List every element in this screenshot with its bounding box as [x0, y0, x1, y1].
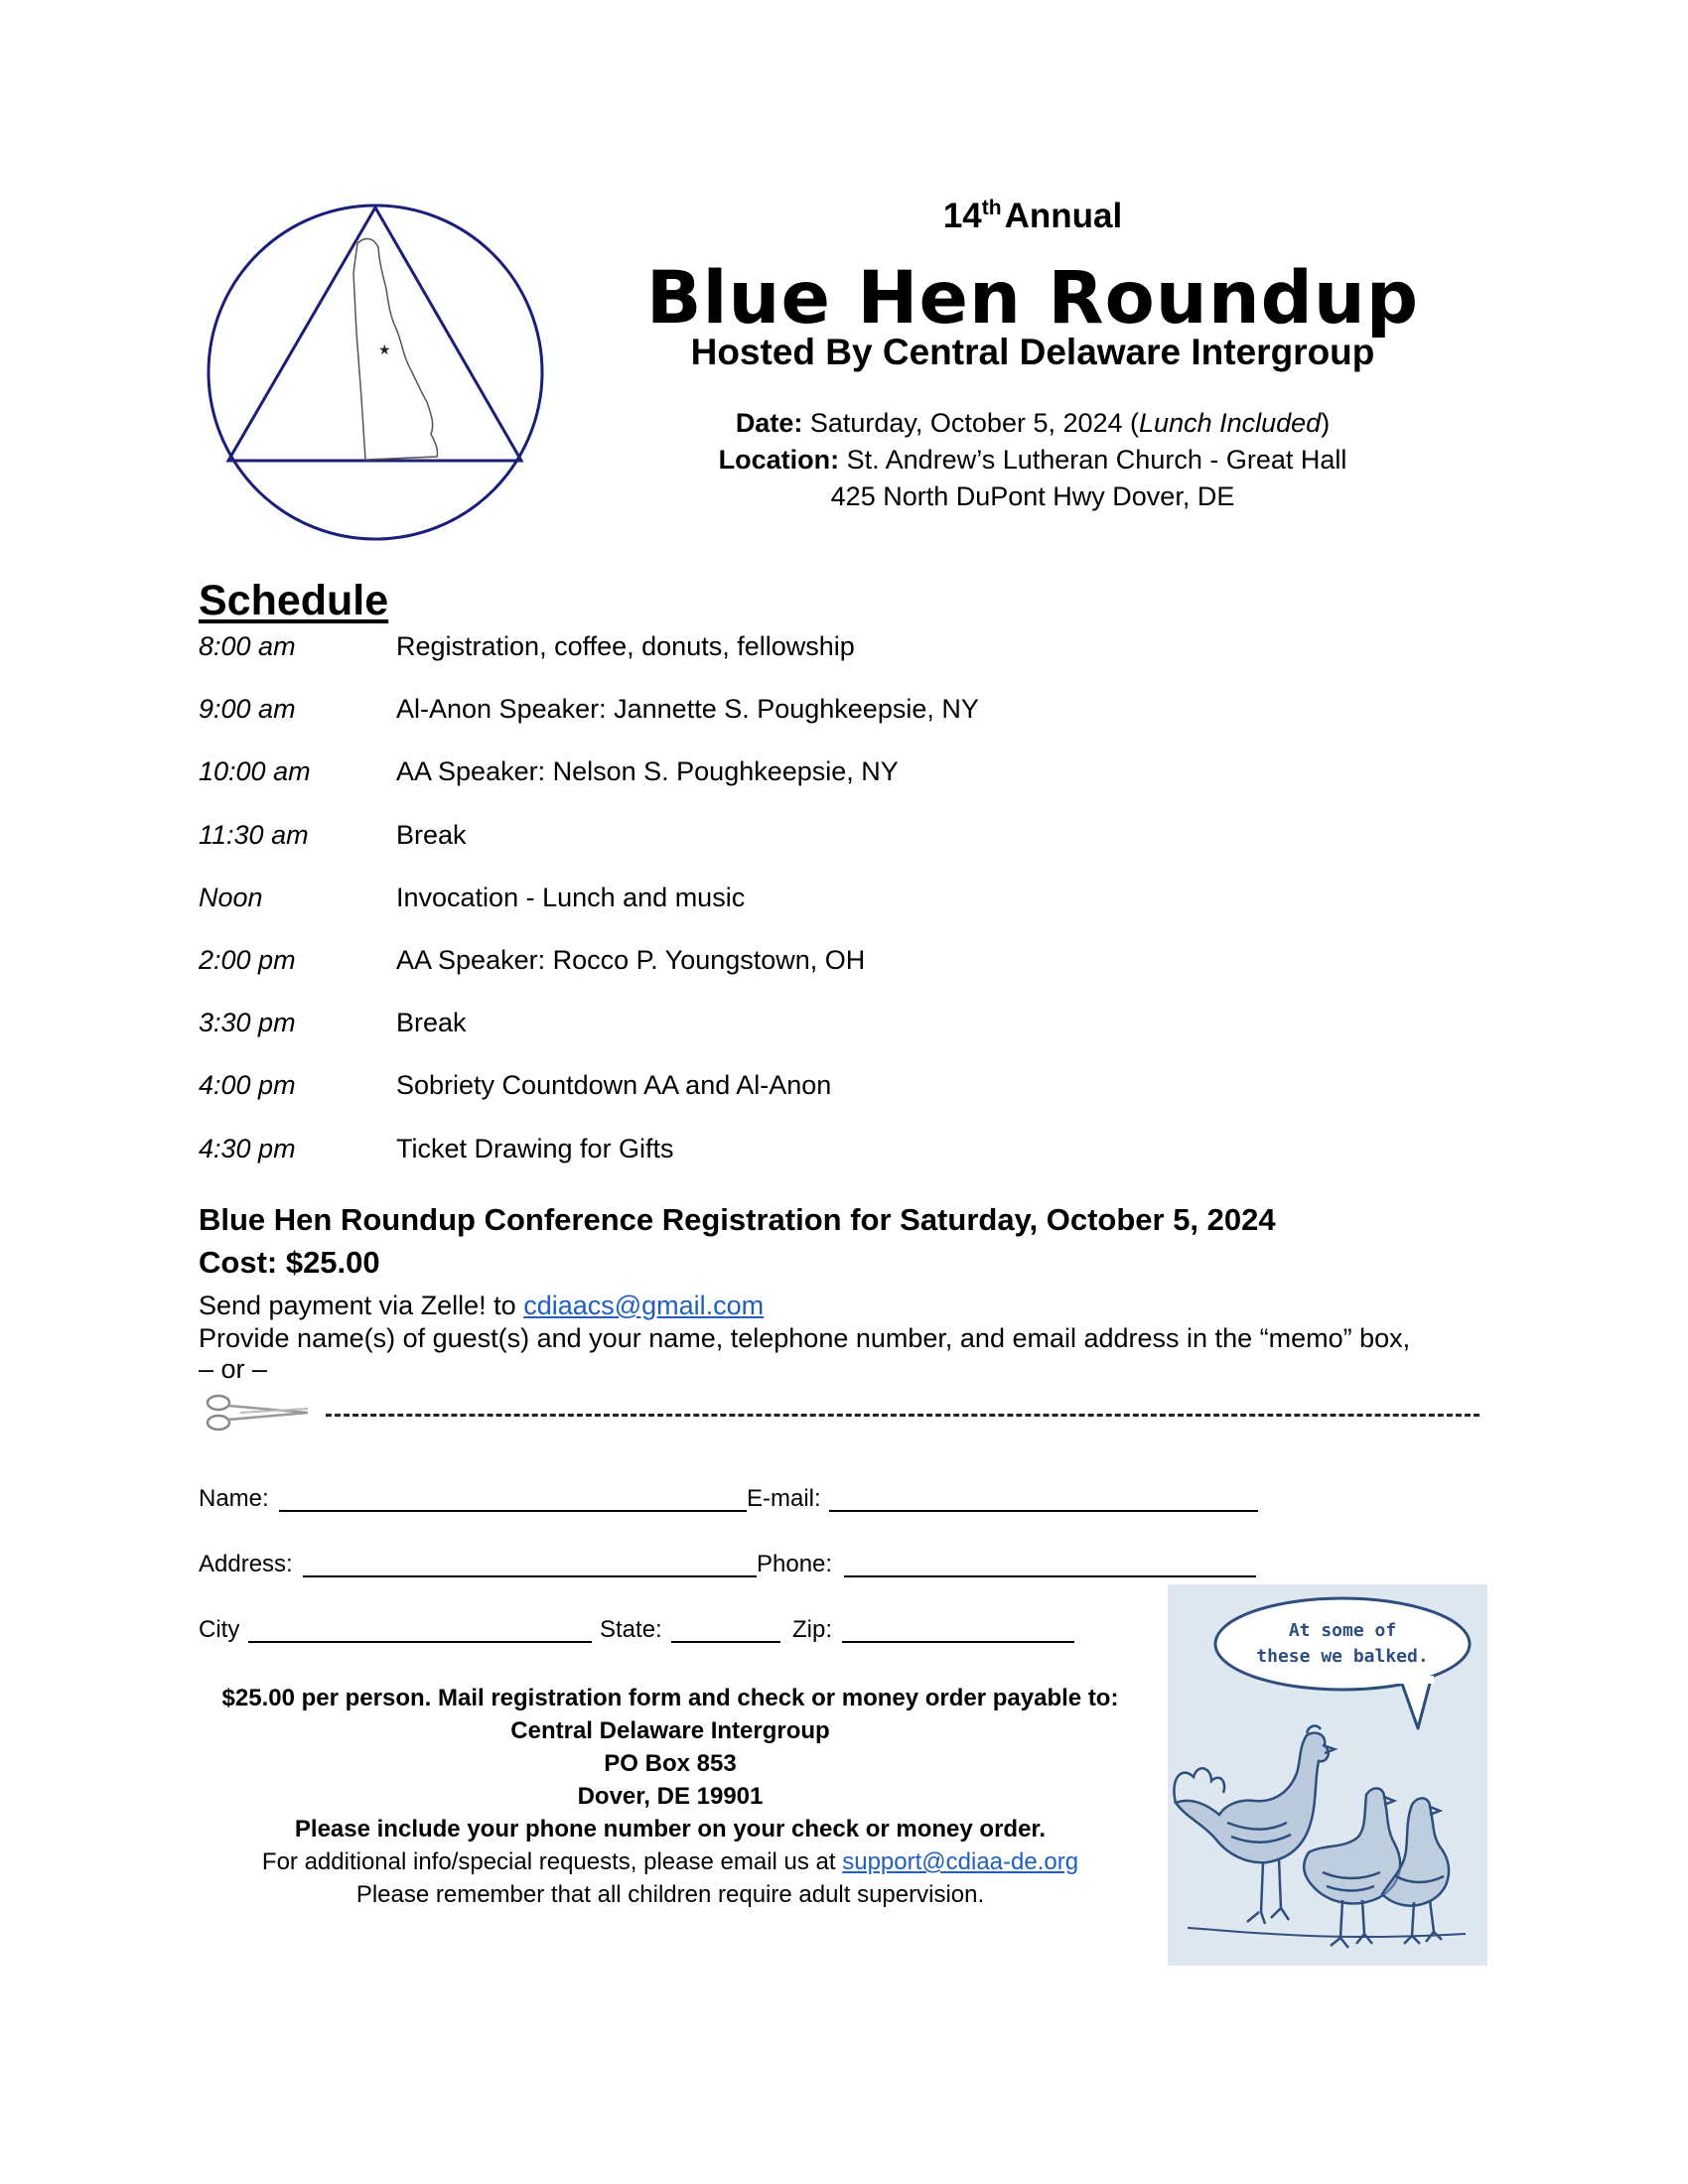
schedule-event: Invocation - Lunch and music [396, 882, 746, 912]
mail-price-line: $25.00 per person. Mail registration form and check or money order payable to: [221, 1685, 1119, 1711]
schedule-event: Sobriety Countdown AA and Al-Anon [396, 1070, 832, 1101]
phone-field[interactable] [844, 1575, 1256, 1577]
name-field[interactable] [279, 1510, 747, 1512]
mail-supervision-note: Please remember that all children require adult supervision. [355, 1881, 985, 1908]
scissors-icon [205, 1393, 312, 1433]
phone-label: Phone: [757, 1551, 833, 1577]
location-line: Location: St. Andrew’s Lutheran Church - Great Hall [718, 445, 1347, 475]
state-field[interactable] [671, 1641, 780, 1643]
name-label: Name: [199, 1485, 269, 1512]
address-label: Address: [199, 1551, 293, 1577]
mail-city: Dover, DE 19901 [577, 1783, 764, 1810]
address-line: 425 North DuPont Hwy Dover, DE [830, 481, 1235, 511]
schedule-event: AA Speaker: Rocco P. Youngstown, OH [396, 945, 866, 975]
city-field[interactable] [248, 1641, 592, 1643]
city-label: City [199, 1616, 240, 1643]
memo-instructions: Provide name(s) of guest(s) and your name, telephone number, and email address in the “memo” box, [199, 1323, 1411, 1353]
address-field[interactable] [303, 1575, 757, 1577]
registration-cost: Cost: $25.00 [199, 1245, 380, 1280]
schedule-event: Break [396, 1008, 467, 1038]
schedule-event: Break [396, 819, 467, 850]
cut-line [326, 1414, 1479, 1417]
email-label: E-mail: [747, 1485, 821, 1512]
mail-po-box: PO Box 853 [604, 1750, 737, 1777]
mail-org: Central Delaware Intergroup [510, 1717, 830, 1744]
hen-cartoon-card [1168, 1584, 1487, 1966]
state-label: State: [600, 1616, 662, 1643]
svg-text:★: ★ [378, 342, 391, 358]
schedule-time: 4:30 pm [199, 1133, 296, 1163]
schedule-time: 3:30 pm [199, 1008, 296, 1038]
schedule-time: 8:00 am [199, 631, 296, 661]
schedule-event: AA Speaker: Nelson S. Poughkeepsie, NY [396, 756, 899, 787]
email-field[interactable] [829, 1510, 1258, 1512]
schedule-time: 9:00 am [199, 694, 296, 725]
zip-field[interactable] [842, 1641, 1074, 1643]
schedule-event: Al-Anon Speaker: Jannette S. Poughkeepsie, NY [396, 694, 979, 725]
event-title: Blue Hen Roundup [645, 256, 1420, 341]
schedule-time: 4:00 pm [199, 1070, 296, 1101]
zip-label: Zip: [792, 1616, 833, 1643]
schedule-event: Ticket Drawing for Gifts [396, 1133, 674, 1163]
bubble-text-line-1: At some of [1288, 1620, 1397, 1641]
annual-edition: 14thAnnual [942, 197, 1123, 235]
hosted-by: Hosted By Central Delaware Intergroup [690, 332, 1375, 372]
zelle-instructions: Send payment via Zelle! to cdiaacs@gmail.com [199, 1291, 765, 1320]
schedule-time: 11:30 am [199, 819, 309, 850]
schedule-time: 10:00 am [199, 756, 311, 787]
or-separator: – or – [199, 1354, 268, 1384]
aa-circle-triangle-delaware-map-icon [197, 204, 554, 541]
schedule-event: Registration, coffee, donuts, fellowship [396, 631, 855, 661]
date-line: Date: Saturday, October 5, 2024 (Lunch Included) [735, 408, 1331, 438]
bubble-text-line-2: these we balked. [1256, 1646, 1429, 1667]
mailing-instructions [159, 1682, 1182, 1911]
mail-contact-line: For additional info/special requests, please email us at support@cdiaa-de.org [261, 1848, 1079, 1875]
support-email-link[interactable]: support@cdiaa-de.org [842, 1848, 1079, 1875]
registration-title: Blue Hen Roundup Conference Registration for Saturday, October 5, 2024 [199, 1202, 1276, 1237]
zelle-email-link[interactable]: cdiaacs@gmail.com [523, 1291, 765, 1320]
schedule-heading: Schedule [199, 577, 389, 624]
schedule-time: Noon [199, 882, 263, 912]
mail-phone-note: Please include your phone number on your check or money order. [294, 1816, 1047, 1843]
schedule-time: 2:00 pm [199, 945, 296, 975]
